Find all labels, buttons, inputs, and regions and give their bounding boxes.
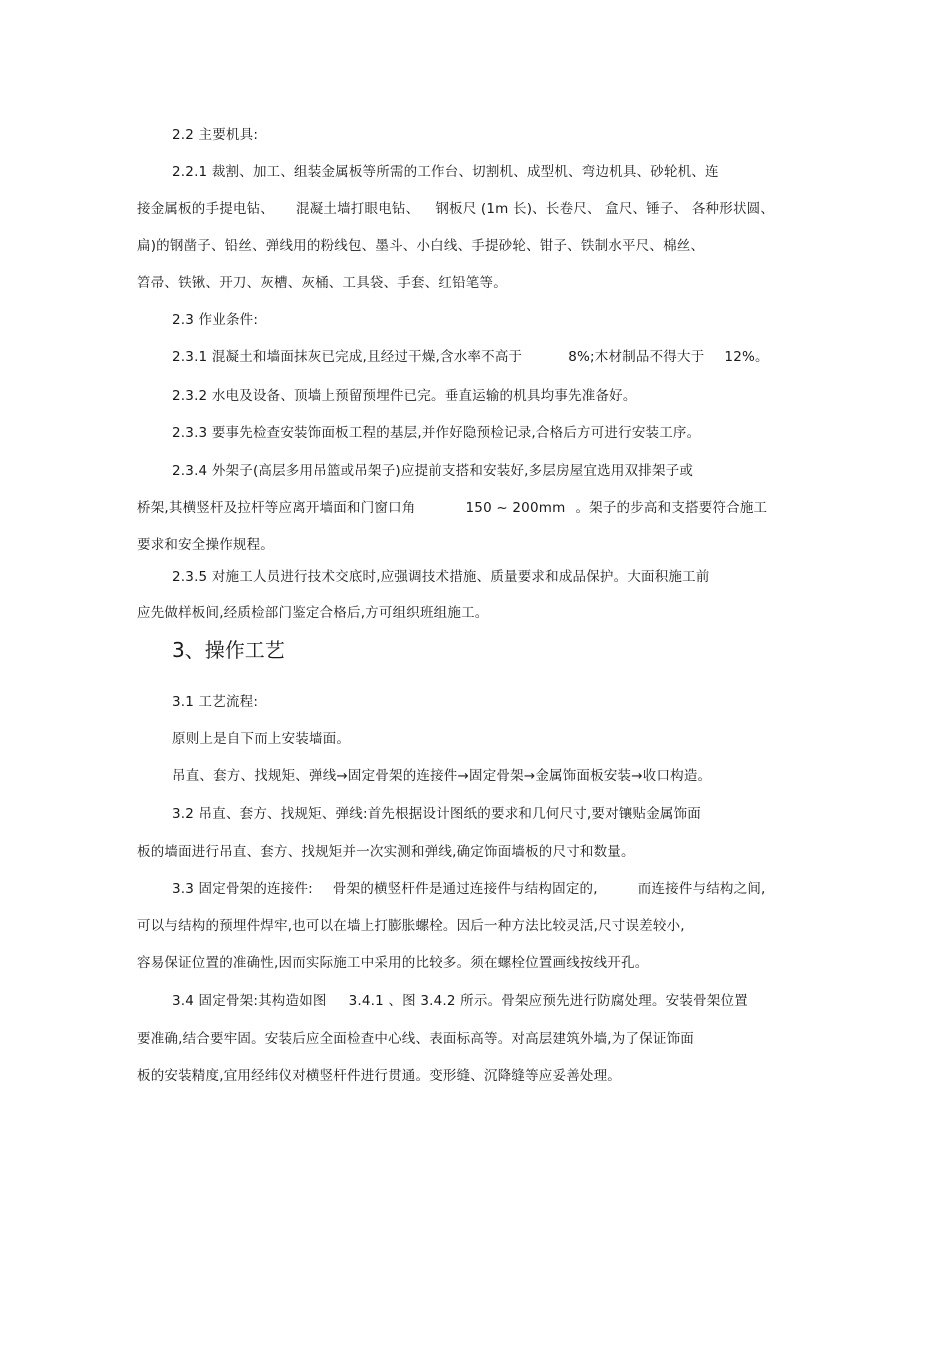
text-segment: 8%;木材制品不得大于 xyxy=(568,349,705,365)
paragraph-3-3-line-3: 容易保证位置的准确性,因而实际施工中采用的比较多。须在螺栓位置画线按线开孔。 xyxy=(137,955,649,971)
paragraph-2-3-4-line-2 xyxy=(137,499,767,517)
section-2-2-heading: 2.2 主要机具: xyxy=(172,127,259,143)
text-segment: 接金属板的手提电钻、 xyxy=(137,201,274,217)
text-segment: 骨架的横竖杆件是通过连接件与结构固定的, xyxy=(332,881,598,897)
section-2-3-heading: 2.3 作业条件: xyxy=(172,312,259,328)
paragraph-3-2-line-1: 3.2 吊直、套方、找规矩、弹线:首先根据设计图纸的要求和几何尺寸,要对镶贴金属饰面 xyxy=(172,806,701,822)
text-segment: 2.3.1 混凝土和墙面抹灰已完成,且经过干燥,含水率不高于 xyxy=(172,349,523,365)
paragraph-2-3-5-line-2: 应先做样板间,经质检部门鉴定合格后,方可组织班组施工。 xyxy=(137,605,489,621)
text-segment: 钢板尺 (1m 长)、长卷尺、 盒尺、锤子、 各种形状圆、 xyxy=(435,201,775,217)
paragraph-2-2-1-line-1: 2.2.1 裁割、加工、组装金属板等所需的工作台、切割机、成型机、弯边机具、砂轮机、连 xyxy=(172,164,719,180)
text-segment: 12%。 xyxy=(724,349,769,365)
text-segment: 。架子的步高和支搭要符合施工 xyxy=(575,500,768,516)
paragraph-2-3-4-line-1: 2.3.4 外架子(高层多用吊篮或吊架子)应提前支搭和安装好,多层房屋宜选用双排架子或 xyxy=(172,463,694,479)
text-segment: 混凝土墙打眼电钻、 xyxy=(296,201,420,217)
paragraph-3-1-process-flow: 吊直、套方、找规矩、弹线→固定骨架的连接件→固定骨架→金属饰面板安装→收口构造。 xyxy=(172,768,712,784)
paragraph-3-4-line-2: 要准确,结合要牢固。安装后应全面检查中心线、表面标高等。对高层建筑外墙,为了保证饰面 xyxy=(137,1031,694,1047)
paragraph-2-3-2: 2.3.2 水电及设备、顶墙上预留预埋件已完。垂直运输的机具均事先准备好。 xyxy=(172,388,637,404)
paragraph-2-2-1-line-2 xyxy=(137,200,774,218)
paragraph-2-3-1 xyxy=(172,348,769,366)
paragraph-3-4-line-3: 板的安装精度,宜用经纬仪对横竖杆件进行贯通。变形缝、沉降缝等应妥善处理。 xyxy=(137,1068,621,1084)
section-3-title: 3、操作工艺 xyxy=(172,638,285,662)
paragraph-3-3-line-2: 可以与结构的预埋件焊牢,也可以在墙上打膨胀螺栓。因后一种方法比较灵活,尺寸误差较小, xyxy=(137,918,685,934)
paragraph-3-4-line-1 xyxy=(172,992,748,1010)
paragraph-2-3-3: 2.3.3 要事先检查安装饰面板工程的基层,并作好隐预检记录,合格后方可进行安装工序。 xyxy=(172,425,701,441)
paragraph-3-1-line-1: 原则上是自下而上安装墙面。 xyxy=(172,731,351,747)
paragraph-2-3-5-line-1: 2.3.5 对施工人员进行技术交底时,应强调技术措施、质量要求和成品保护。大面积施工前 xyxy=(172,569,710,585)
paragraph-2-2-1-line-3: 扁)的钢凿子、铅丝、弹线用的粉线包、墨斗、小白线、手提砂轮、钳子、铁制水平尺、棉丝、 xyxy=(137,238,705,254)
text-segment: 150 ~ 200mm xyxy=(465,500,566,516)
text-segment: 3.3 固定骨架的连接件: xyxy=(172,881,313,897)
section-3-1-heading: 3.1 工艺流程: xyxy=(172,694,259,710)
text-segment: 桥架,其横竖杆及拉杆等应离开墙面和门窗口角 xyxy=(137,500,416,516)
text-segment: 3.4 固定骨架:其构造如图 xyxy=(172,993,327,1009)
text-segment: 而连接件与结构之间, xyxy=(637,881,766,897)
paragraph-3-2-line-2: 板的墙面进行吊直、套方、找规矩并一次实测和弹线,确定饰面墙板的尺寸和数量。 xyxy=(137,844,635,860)
paragraph-2-2-1-line-4: 笤帚、铁锹、开刀、灰槽、灰桶、工具袋、手套、红铅笔等。 xyxy=(137,275,507,291)
paragraph-3-3-line-1 xyxy=(172,880,766,898)
text-segment: 3.4.1 、图 3.4.2 所示。骨架应预先进行防腐处理。安装骨架位置 xyxy=(348,993,748,1009)
paragraph-2-3-4-line-3: 要求和安全操作规程。 xyxy=(137,537,274,553)
